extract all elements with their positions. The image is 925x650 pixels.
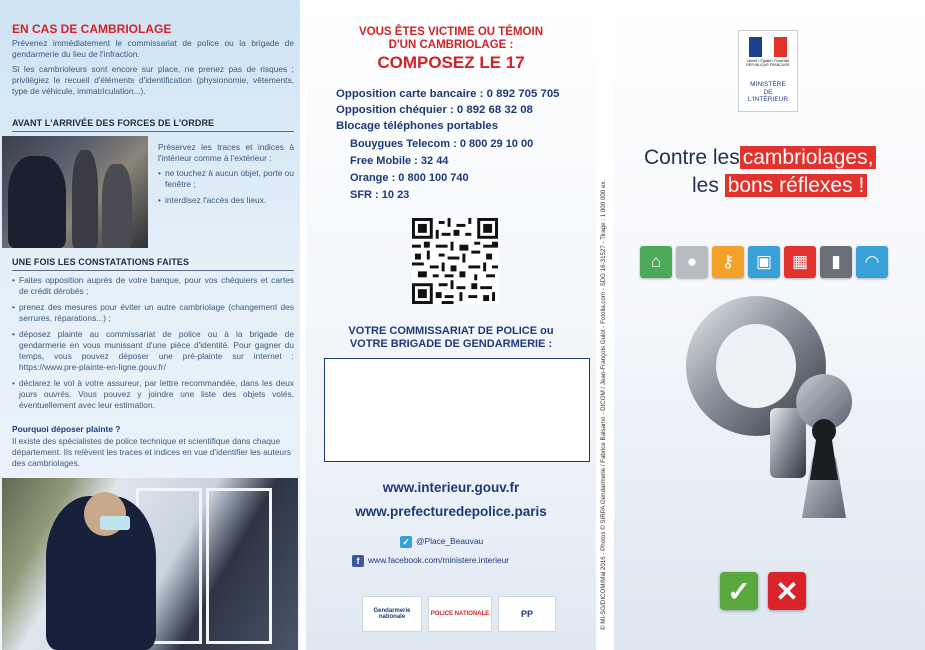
gendarmerie-logo: Gendarmerie nationale [362, 596, 422, 632]
station-line-2: VOTRE BRIGADE DE GENDARMERIE : [349, 338, 553, 350]
intro-paragraph-2: Si les cambrioleurs sont encore sur place, ne prenez pas de risques ; privilégiez le recueil d'éléments d'identification (physionomie, vêtements, type de véhicule, immatriculation...). [12, 64, 294, 96]
url-interieur[interactable]: www.interieur.gouv.fr [382, 480, 520, 495]
window-frame [206, 488, 272, 644]
officer-figure [8, 156, 66, 248]
twitter-link[interactable] [400, 536, 483, 548]
card-opposition: Opposition carte bancaire : 0 892 705 705 [336, 88, 560, 100]
operator-sfr: SFR : 10 23 [350, 189, 410, 201]
keypad-icon: ▦ [784, 246, 816, 278]
station-address-box [324, 358, 590, 462]
face-mask [100, 516, 130, 530]
alarm-icon: ◠ [856, 246, 888, 278]
operator-orange: Orange : 0 800 100 740 [350, 172, 469, 184]
dial-17: COMPOSEZ LE 17 [377, 53, 525, 72]
why-complain-heading: Pourquoi déposer plainte ? [12, 424, 121, 434]
twitter-handle: @Place_Beauvau [416, 536, 484, 547]
credits-strip [596, 0, 614, 650]
operator-free: Free Mobile : 32 44 [350, 155, 449, 167]
twitter-icon: ✓ [400, 536, 412, 548]
ministry-line-1: MINISTÈRE [750, 81, 786, 88]
security-icons-row [640, 246, 888, 278]
lightbulb-icon: ● [676, 246, 708, 278]
key-icon: ⚷ [712, 246, 744, 278]
gendarme-photo [2, 136, 148, 248]
ministry-line-3: L'INTÉRIEUR [747, 96, 789, 103]
prefecture-police-logo: PP [498, 596, 556, 632]
intro-text [12, 38, 294, 101]
after-list [12, 275, 294, 411]
house-icon: ⌂ [640, 246, 672, 278]
facebook-url: www.facebook.com/ministere.interieur [368, 555, 510, 566]
police-nationale-logo: POLICE NATIONALE [428, 596, 492, 632]
facebook-icon: f [352, 555, 364, 567]
list-item: • déposez plainte au commissariat de police ou à la brigade de gendarmerie en vous munissant d'une pièce d'identité. Pour gagner du temps, vous pouvez déposer une pré-plainte sur internet : https://www.pre-plainte-en-ligne.gouv.fr/ [12, 329, 294, 373]
list-item: • déclarez le vol à votre assureur, par lettre recommandée, dans les deux jours ouvrés. Vous pouvez y joindre une liste des objets volés, éventuellement avec leur estimation. [12, 378, 294, 411]
person-figure [72, 150, 98, 248]
heading-after-findings: UNE FOIS LES CONSTATATIONS FAITES [12, 257, 190, 267]
title-highlight-1: cambriolages, [740, 146, 877, 169]
title-highlight-2: bons réflexes ! [725, 174, 868, 197]
after-text [12, 275, 294, 416]
credits-text: © MI-SG/DICOM/Mai 2016 - Photos © SIRPA Gendarmerie / Fabrice Balsamo - DICOM / Jean-François Guiot - Fotolia.com - SDG 16-31527 - Tirage : 1 000 000 ex. [600, 179, 607, 630]
title-part-c: les [692, 174, 719, 197]
facebook-link[interactable] [352, 555, 509, 567]
ministry-name [741, 81, 795, 104]
before-list [158, 168, 294, 206]
ministry-line-2: DE [763, 88, 773, 96]
url-prefecture[interactable]: www.prefecturedepolice.paris [355, 504, 547, 519]
phone-blocking-heading: Blocage téléphones portables [336, 120, 499, 132]
heading-before-arrival: AVANT L'ARRIVÉE DES FORCES DE L'ORDRE [12, 118, 215, 128]
person-figure [102, 164, 132, 248]
why-complain-text: Il existe des spécialistes de police technique et scientifique dans chaque département. Ils relèvent les traces et indices en vue d'identifier les auteurs des cambriolages. [12, 436, 292, 468]
tricolor-flag [749, 37, 787, 57]
right-panel [614, 0, 925, 650]
before-text [158, 142, 294, 211]
title-part-a: Contre les [644, 146, 740, 169]
check-icon: ✓ [720, 572, 758, 610]
list-item: • interdisez l'accès des lieux. [158, 195, 294, 206]
title-line-2 [692, 174, 867, 198]
left-panel [0, 0, 300, 650]
cheque-opposition: Opposition chéquier : 0 892 68 32 08 [336, 104, 533, 116]
forensic-photo [2, 478, 298, 650]
divider [12, 270, 294, 271]
operator-bouygues: Bouygues Telecom : 0 800 29 10 00 [350, 138, 534, 150]
list-item: • prenez des mesures pour éviter un autre cambriolage (changement des serrures, réparations...) ; [12, 302, 294, 324]
ministry-logo [738, 30, 798, 112]
before-paragraph: Préservez les traces et indices à l'intérieur comme à l'extérieur : [158, 142, 294, 163]
intro-paragraph-1: Prévenez immédiatement le commissariat de police ou la brigade de gendarmerie du lieu de l'infraction. [12, 38, 294, 59]
station-line-1: VOTRE COMMISSARIAT DE POLICE ou [348, 325, 554, 337]
list-item: • Faites opposition auprès de votre banque, pour vos chéquiers et cartes de crédit dérobés ; [12, 275, 294, 297]
padlock-icon: ▣ [748, 246, 780, 278]
victim-line-2: D'UN CAMBRIOLAGE : [388, 39, 514, 51]
cross-icon: ✕ [768, 572, 806, 610]
middle-panel [306, 0, 596, 650]
heading-burglary: EN CAS DE CAMBRIOLAGE [12, 22, 172, 36]
qr-code[interactable] [412, 218, 498, 304]
title-line-1 [644, 146, 876, 170]
republic-motto: Liberté • Égalité • Fraternité RÉPUBLIQUE FRANÇAISE [746, 59, 790, 67]
victim-line-1: VOUS ÊTES VICTIME OU TÉMOIN [358, 26, 544, 38]
key-illustration [674, 290, 874, 530]
list-item: • ne touchez à aucun objet, porte ou fenêtre ; [158, 168, 294, 190]
door-light-icon: ▮ [820, 246, 852, 278]
divider [12, 131, 294, 132]
